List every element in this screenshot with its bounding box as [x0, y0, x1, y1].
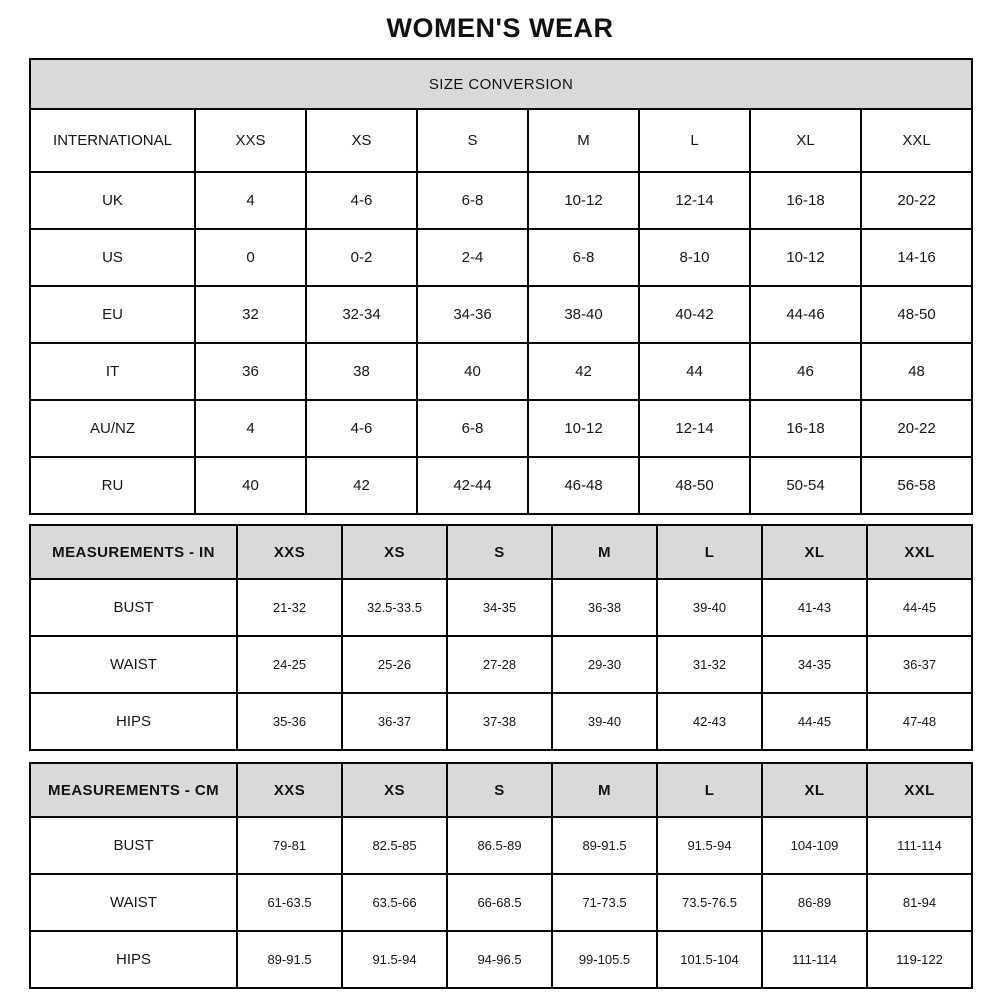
- size-cell: 48-50: [861, 286, 972, 343]
- table-row: [30, 579, 972, 636]
- size-cell: 63.5-66: [342, 874, 447, 931]
- row-label: RU: [30, 457, 195, 514]
- size-cell: 36-37: [342, 693, 447, 750]
- size-cell: 39-40: [657, 579, 762, 636]
- size-conversion-title: SIZE CONVERSION: [30, 59, 972, 109]
- size-cell: 91.5-94: [657, 817, 762, 874]
- size-header-row: [30, 763, 972, 817]
- size-cell: 6-8: [528, 229, 639, 286]
- size-cell: 29-30: [552, 636, 657, 693]
- size-cell: 10-12: [528, 172, 639, 229]
- size-cell: 40: [417, 343, 528, 400]
- size-cell: 8-10: [639, 229, 750, 286]
- size-cell: 36-37: [867, 636, 972, 693]
- size-cell: 44-45: [762, 693, 867, 750]
- size-cell: 32: [195, 286, 306, 343]
- size-cell: 16-18: [750, 172, 861, 229]
- size-cell: 32.5-33.5: [342, 579, 447, 636]
- size-cell: 0-2: [306, 229, 417, 286]
- size-cell: 10-12: [750, 229, 861, 286]
- size-column-header: XXS: [237, 525, 342, 579]
- size-cell: 86.5-89: [447, 817, 552, 874]
- size-cell: 31-32: [657, 636, 762, 693]
- table-row: [30, 400, 972, 457]
- size-cell: 10-12: [528, 400, 639, 457]
- table-row: [30, 229, 972, 286]
- size-column-header: XXS: [237, 763, 342, 817]
- size-column-header: XS: [342, 525, 447, 579]
- size-column-header: XXS: [195, 109, 306, 172]
- size-column-header: M: [552, 763, 657, 817]
- size-cell: 38: [306, 343, 417, 400]
- table-title-row: [30, 59, 972, 109]
- size-cell: 37-38: [447, 693, 552, 750]
- size-cell: 42: [528, 343, 639, 400]
- size-cell: 41-43: [762, 579, 867, 636]
- row-label: HIPS: [30, 931, 237, 988]
- table-row: [30, 874, 972, 931]
- size-conversion-table: [29, 58, 973, 515]
- size-column-header: L: [657, 525, 762, 579]
- size-cell: 4: [195, 172, 306, 229]
- table-row: [30, 286, 972, 343]
- measurements-in-table: [29, 524, 973, 751]
- size-cell: 91.5-94: [342, 931, 447, 988]
- size-cell: 34-35: [447, 579, 552, 636]
- size-cell: 42-43: [657, 693, 762, 750]
- row-label: BUST: [30, 579, 237, 636]
- size-column-header: S: [447, 763, 552, 817]
- size-cell: 50-54: [750, 457, 861, 514]
- size-cell: 46-48: [528, 457, 639, 514]
- size-cell: 94-96.5: [447, 931, 552, 988]
- size-cell: 66-68.5: [447, 874, 552, 931]
- size-cell: 4-6: [306, 400, 417, 457]
- size-cell: 44: [639, 343, 750, 400]
- size-column-header: XL: [762, 763, 867, 817]
- size-cell: 61-63.5: [237, 874, 342, 931]
- row-label: WAIST: [30, 874, 237, 931]
- size-cell: 48-50: [639, 457, 750, 514]
- size-cell: 25-26: [342, 636, 447, 693]
- page-title: WOMEN'S WEAR: [386, 13, 614, 43]
- table-title: MEASUREMENTS - CM: [30, 763, 237, 817]
- row-label: EU: [30, 286, 195, 343]
- size-column-header: M: [528, 109, 639, 172]
- table-row: [30, 817, 972, 874]
- size-cell: 40: [195, 457, 306, 514]
- size-cell: 12-14: [639, 400, 750, 457]
- size-column-header: XXL: [867, 763, 972, 817]
- row-label: BUST: [30, 817, 237, 874]
- table-row: [30, 172, 972, 229]
- size-cell: 42: [306, 457, 417, 514]
- size-column-header: XS: [306, 109, 417, 172]
- size-cell: 73.5-76.5: [657, 874, 762, 931]
- size-column-header: XXL: [867, 525, 972, 579]
- size-cell: 101.5-104: [657, 931, 762, 988]
- size-cell: 21-32: [237, 579, 342, 636]
- size-cell: 0: [195, 229, 306, 286]
- size-cell: 44-45: [867, 579, 972, 636]
- size-cell: 12-14: [639, 172, 750, 229]
- size-cell: 119-122: [867, 931, 972, 988]
- label-column-header: INTERNATIONAL: [30, 109, 195, 172]
- size-cell: 35-36: [237, 693, 342, 750]
- size-cell: 14-16: [861, 229, 972, 286]
- size-cell: 34-35: [762, 636, 867, 693]
- size-cell: 6-8: [417, 400, 528, 457]
- row-label: HIPS: [30, 693, 237, 750]
- size-cell: 39-40: [552, 693, 657, 750]
- table-row: [30, 693, 972, 750]
- size-cell: 32-34: [306, 286, 417, 343]
- size-cell: 56-58: [861, 457, 972, 514]
- size-cell: 86-89: [762, 874, 867, 931]
- size-cell: 34-36: [417, 286, 528, 343]
- size-cell: 20-22: [861, 172, 972, 229]
- table-row: [30, 931, 972, 988]
- size-cell: 48: [861, 343, 972, 400]
- size-cell: 47-48: [867, 693, 972, 750]
- size-cell: 24-25: [237, 636, 342, 693]
- size-cell: 111-114: [867, 817, 972, 874]
- row-label: IT: [30, 343, 195, 400]
- size-cell: 38-40: [528, 286, 639, 343]
- size-column-header: XL: [750, 109, 861, 172]
- size-cell: 27-28: [447, 636, 552, 693]
- table-row: [30, 343, 972, 400]
- size-column-header: XS: [342, 763, 447, 817]
- size-header-row: [30, 109, 972, 172]
- size-cell: 46: [750, 343, 861, 400]
- size-cell: 71-73.5: [552, 874, 657, 931]
- size-cell: 111-114: [762, 931, 867, 988]
- size-cell: 4: [195, 400, 306, 457]
- row-label: WAIST: [30, 636, 237, 693]
- size-cell: 2-4: [417, 229, 528, 286]
- size-cell: 36: [195, 343, 306, 400]
- size-column-header: S: [447, 525, 552, 579]
- size-column-header: XL: [762, 525, 867, 579]
- size-column-header: S: [417, 109, 528, 172]
- size-cell: 104-109: [762, 817, 867, 874]
- size-cell: 89-91.5: [552, 817, 657, 874]
- table-row: [30, 457, 972, 514]
- size-column-header: M: [552, 525, 657, 579]
- size-cell: 36-38: [552, 579, 657, 636]
- size-cell: 81-94: [867, 874, 972, 931]
- size-header-row: [30, 525, 972, 579]
- size-cell: 6-8: [417, 172, 528, 229]
- row-label: UK: [30, 172, 195, 229]
- size-cell: 42-44: [417, 457, 528, 514]
- row-label: AU/NZ: [30, 400, 195, 457]
- size-column-header: XXL: [861, 109, 972, 172]
- size-cell: 89-91.5: [237, 931, 342, 988]
- measurements-cm-table: [29, 762, 973, 989]
- size-cell: 4-6: [306, 172, 417, 229]
- size-cell: 20-22: [861, 400, 972, 457]
- size-cell: 44-46: [750, 286, 861, 343]
- size-cell: 79-81: [237, 817, 342, 874]
- size-column-header: L: [639, 109, 750, 172]
- size-column-header: L: [657, 763, 762, 817]
- size-cell: 99-105.5: [552, 931, 657, 988]
- size-cell: 40-42: [639, 286, 750, 343]
- size-cell: 82.5-85: [342, 817, 447, 874]
- row-label: US: [30, 229, 195, 286]
- size-cell: 16-18: [750, 400, 861, 457]
- table-row: [30, 636, 972, 693]
- table-title: MEASUREMENTS - IN: [30, 525, 237, 579]
